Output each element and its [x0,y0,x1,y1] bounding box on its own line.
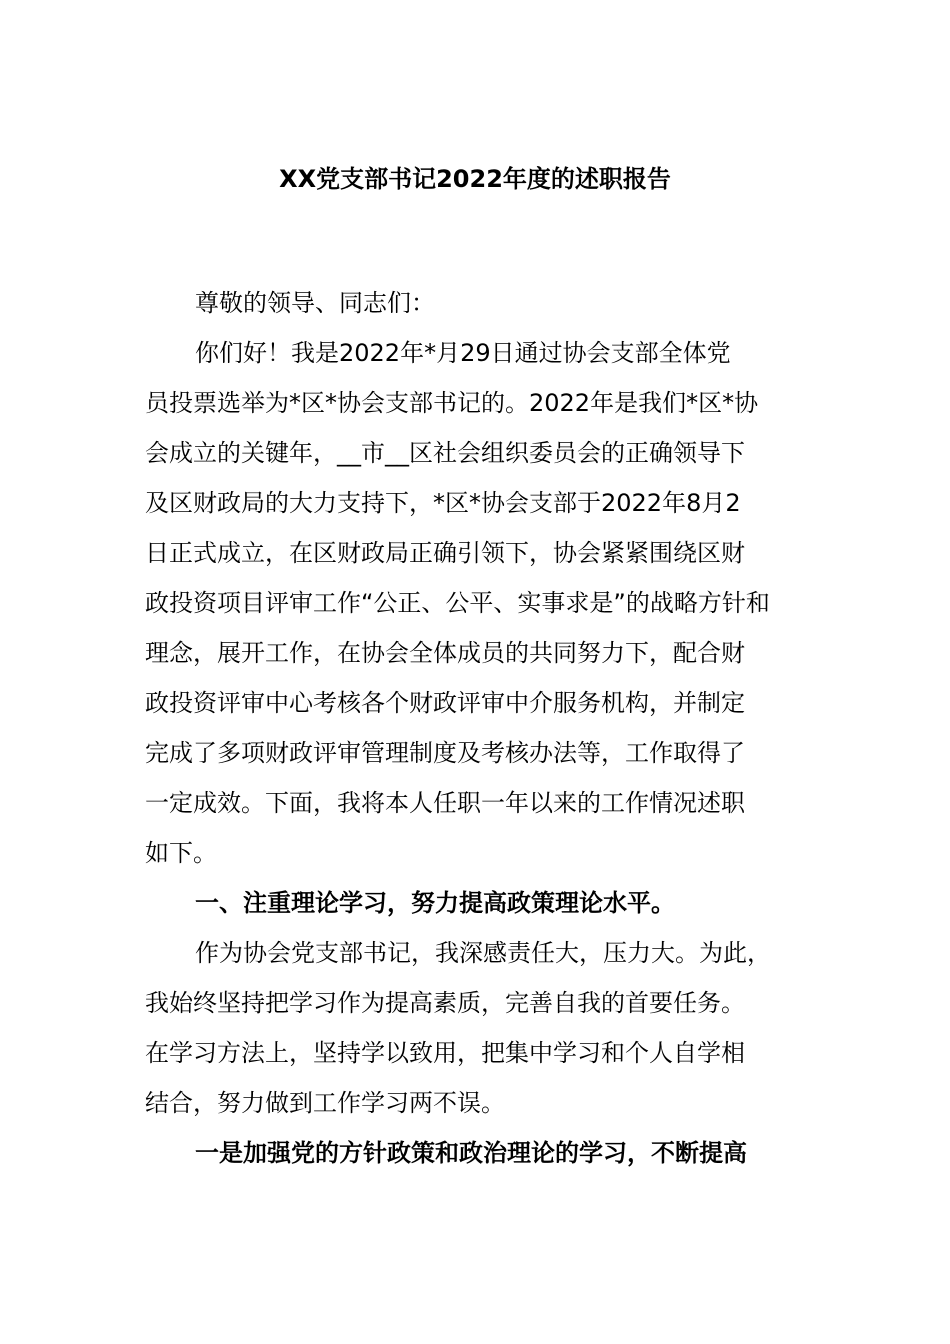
paragraph-line: 我始终坚持把学习作为提高素质，完善自我的首要任务。 [145,989,745,1017]
paragraph-line: 政投资项目评审工作“公正、公平、实事求是”的战略方针和 [145,589,770,617]
paragraph-line: 你们好！我是2022年*月29日通过协会支部全体党 [195,339,731,367]
paragraph-line: 完成了多项财政评审管理制度及考核办法等，工作取得了 [145,739,745,767]
document-body [145,278,835,1178]
paragraph-line: 政投资评审中心考核各个财政评审中介服务机构，并制定 [145,689,745,717]
section-heading: 一、注重理论学习，努力提高政策理论水平。 [195,889,675,917]
document-title: XX党支部书记2022年度的述职报告 [279,165,671,193]
paragraph-line: 日正式成立，在区财政局正确引领下，协会紧紧围绕区财 [145,539,745,567]
subsection-heading: 一是加强党的方针政策和政治理论的学习，不断提高 [195,1139,747,1167]
paragraph-line: 会成立的关键年，__市__区社会组织委员会的正确领导下 [145,439,745,467]
paragraph-line: 及区财政局的大力支持下，*区*协会支部于2022年8月2 [145,489,741,517]
paragraph-line: 一定成效。下面，我将本人任职一年以来的工作情况述职 [145,789,745,817]
paragraph-line: 员投票选举为*区*协会支部书记的。2022年是我们*区*协 [145,389,759,417]
paragraph-line: 作为协会党支部书记，我深感责任大，压力大。为此， [195,939,771,967]
paragraph-line: 如下。 [145,839,217,867]
paragraph-line: 结合，努力做到工作学习两不误。 [145,1089,505,1117]
paragraph-line: 在学习方法上，坚持学以致用，把集中学习和个人自学相 [145,1039,745,1067]
salutation-line: 尊敬的领导、同志们： [195,289,435,317]
paragraph-line: 理念，展开工作，在协会全体成员的共同努力下，配合财 [145,639,745,667]
